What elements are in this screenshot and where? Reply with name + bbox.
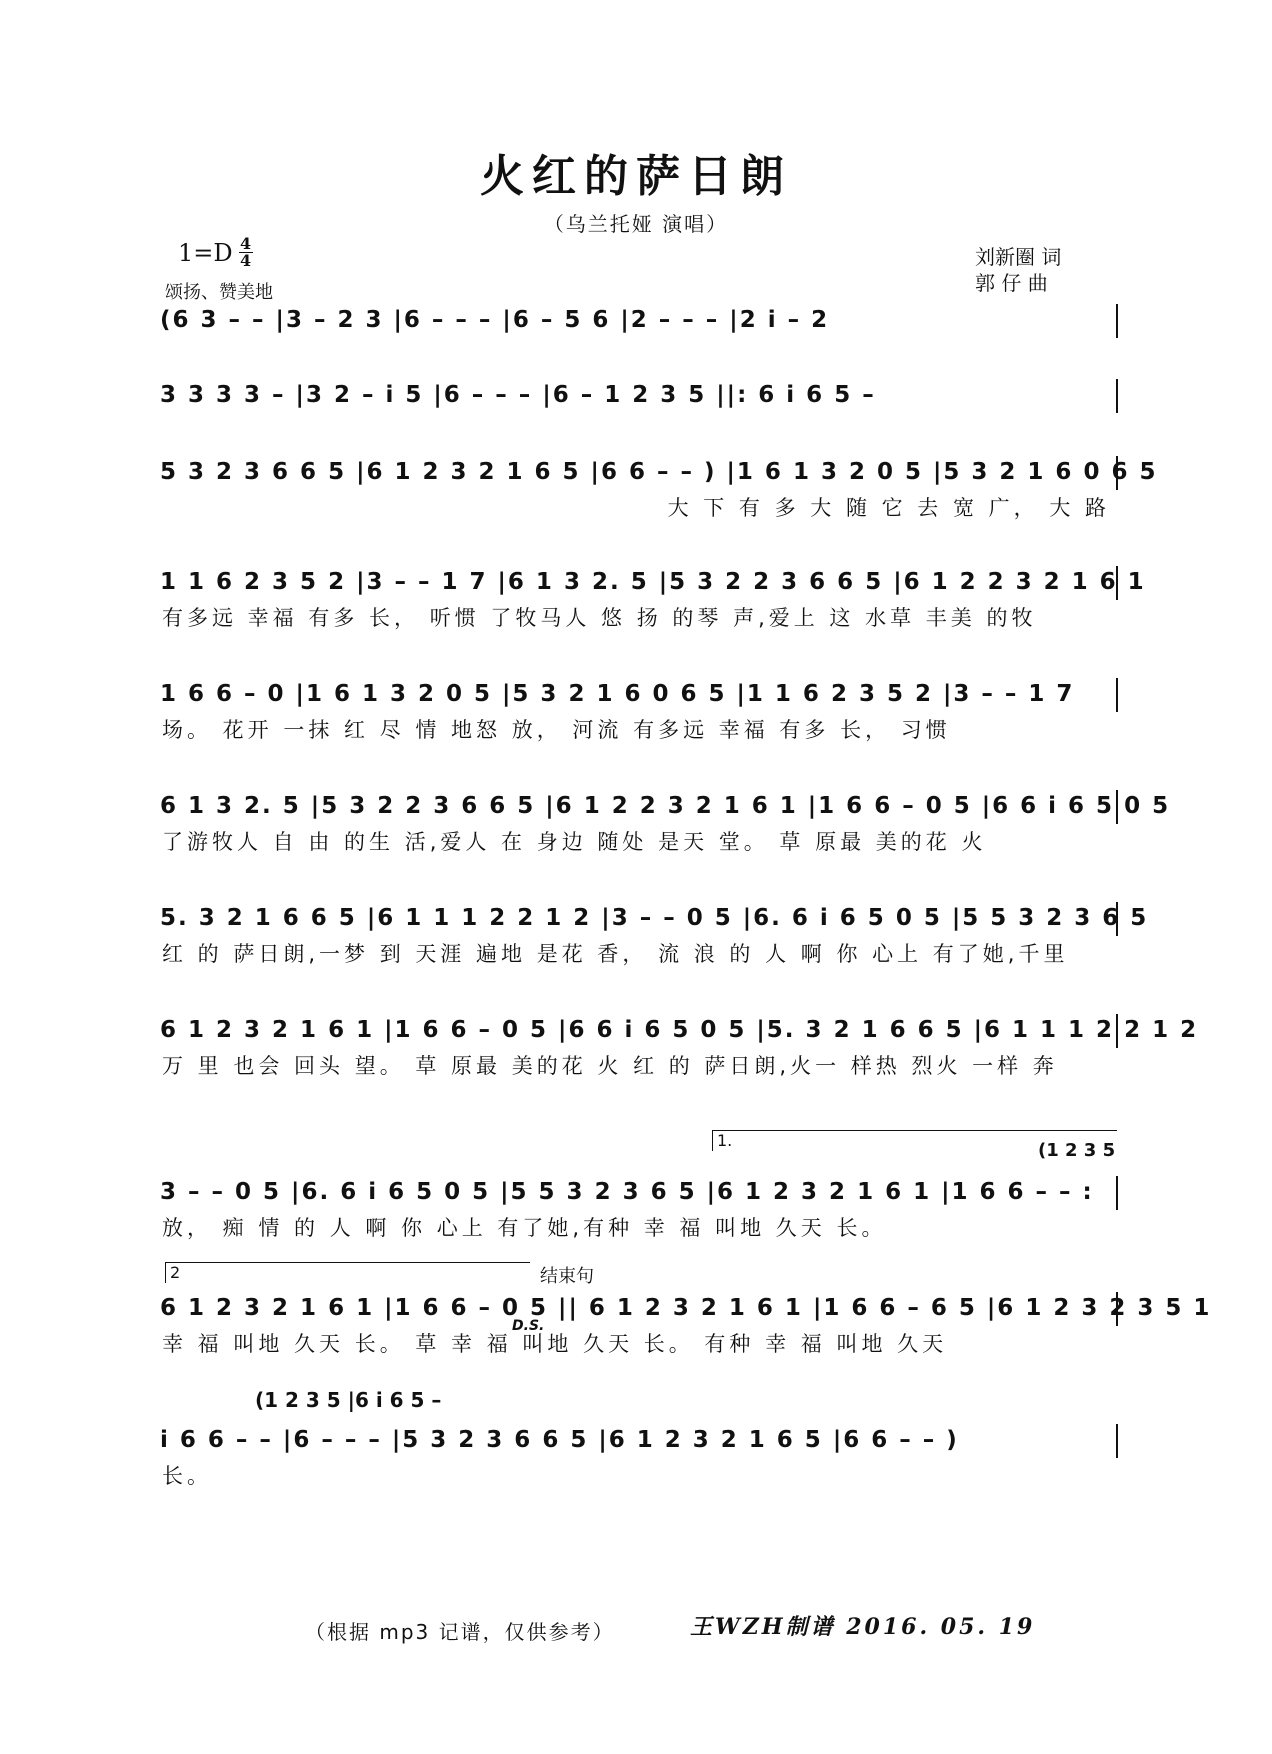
score-system-2 (160, 375, 1118, 445)
time-top: 4 (240, 234, 252, 253)
lyricist: 刘新圈 词 (975, 245, 1062, 269)
lyrics-line: 了游牧人 自 由 的生 活,爱人 在 身边 随处 是天 堂。 草 原最 美的花 火 (162, 830, 987, 854)
transcriber-signature: 王WZH制谱 2016. 05. 19 (690, 1614, 1036, 1640)
score-system-10 (160, 1288, 1212, 1358)
lyrics-line: 放， 痴 情 的 人 啊 你 心上 有了她,有种 幸 福 叫地 久天 长。 (162, 1216, 887, 1240)
key-signature (178, 236, 253, 269)
mood-marking: 颂扬、赞美地 (165, 282, 273, 303)
lyrics-line: 有多远 幸福 有多 长， 听惯 了牧马人 悠 扬 的琴 声,爱上 这 水草 丰美 的牧 (162, 606, 1037, 630)
performer-line: （乌兰托娅 演唱） (543, 212, 729, 236)
time-bottom: 4 (240, 251, 252, 270)
notes-line: 6 1 3 2. 5 |5 3 2 2 3 6 6 5 |6 1 2 2 3 2 1 6 1 |1 6 6 – 0 5 |6 6 i 6 5 0 5 (160, 786, 1118, 826)
first-ending-label: 1. (717, 1131, 733, 1150)
song-title: 火红的萨日朗 (480, 151, 792, 202)
score-system-6 (160, 786, 1171, 856)
score-system-4 (160, 562, 1146, 632)
second-ending-label: 2 (170, 1263, 181, 1282)
lyrics-line: 大 下 有 多 大 随 它 去 宽 广， 大 路 (667, 496, 1110, 520)
credits (975, 244, 1061, 296)
lyrics-line: 红 的 萨日朗,一梦 到 天涯 遍地 是花 香， 流 浪 的 人 啊 你 心上 有了她,千里 (162, 942, 1069, 966)
lyrics-line (160, 415, 1118, 445)
key-label: 1=D (178, 238, 233, 267)
second-ending-bracket (165, 1262, 530, 1283)
notes-line: 1 1 6 2 3 5 2 |3 – – 1 7 |6 1 3 2. 5 |5 3 2 2 3 6 6 5 |6 1 2 2 3 2 1 6 1 (160, 562, 1118, 602)
score-system-7 (160, 898, 1149, 968)
notes-line: 5 3 2 3 6 6 5 |6 1 2 3 2 1 6 5 |6 6 – – ) |1 6 1 3 2 0 5 |5 3 2 1 6 0 6 5 (160, 452, 1118, 492)
time-signature (239, 236, 253, 269)
notes-line: 3 – – 0 5 |6. 6 i 6 5 0 5 |5 5 3 2 3 6 5 |6 1 2 3 2 1 6 1 |1 6 6 – – : (160, 1172, 1118, 1212)
notes-line: 3 3 3 3 – |3 2 – i 5 |6 – – – |6 – 1 2 3 5 ||: 6 i 6 5 – (160, 375, 1118, 415)
lyrics-line: 长。 (162, 1464, 212, 1488)
transcription-note: （根据 mp3 记谱，仅供参考） (305, 1620, 615, 1644)
composer: 郭 仔 曲 (975, 271, 1048, 295)
score-system-5 (160, 674, 1118, 744)
notes-line: 1 6 6 – 0 |1 6 1 3 2 0 5 |5 3 2 1 6 0 6 5 |1 1 6 2 3 5 2 |3 – – 1 7 (160, 674, 1118, 714)
notes-line: 6 1 2 3 2 1 6 1 |1 6 6 – 0 5 |6 6 i 6 5 0 5 |5. 3 2 1 6 6 5 |6 1 1 1 2 2 1 2 (160, 1010, 1118, 1050)
lyrics-line (160, 340, 1118, 370)
score-system-1 (160, 300, 1118, 370)
score-system-8 (160, 1010, 1199, 1080)
lyrics-line: 场。 花开 一抹 红 尽 情 地怒 放， 河流 有多远 幸福 有多 长， 习惯 (162, 718, 951, 742)
notes-line: 6 1 2 3 2 1 6 1 |1 6 6 – 0 5 || 6 1 2 3 2 1 6 1 |1 6 6 – 6 5 |6 1 2 3 2 3 5 1 (160, 1288, 1118, 1328)
score-system-3 (160, 452, 1158, 522)
notes-line: 5. 3 2 1 6 6 5 |6 1 1 1 2 2 1 2 |3 – – 0 5 |6. 6 i 6 5 0 5 |5 5 3 2 3 6 5 (160, 898, 1118, 938)
notes-line: (6 3 – – |3 – 2 3 |6 – – – |6 – 5 6 |2 – – – |2 i – 2 (160, 300, 1118, 340)
dal-segno-mark: D.S. (512, 1318, 545, 1334)
coda-pickup: (1 2 3 5 |6 i 6 5 – (255, 1388, 442, 1412)
first-ending-pickup: (1 2 3 5 (1038, 1140, 1116, 1161)
lyrics-line: 幸 福 叫地 久天 长。 草 幸 福 叫地 久天 长。 有种 幸 福 叫地 久天 (162, 1332, 948, 1356)
score-system-11 (160, 1420, 1118, 1490)
ending-section-label: 结束句 (540, 1266, 594, 1287)
lyrics-line: 万 里 也会 回头 望。 草 原最 美的花 火 红 的 萨日朗,火一 样热 烈火 一样 奔 (162, 1054, 1058, 1078)
notes-line: i 6 6 – – |6 – – – |5 3 2 3 6 6 5 |6 1 2 3 2 1 6 5 |6 6 – – ) (160, 1420, 1118, 1460)
score-system-9 (160, 1172, 1118, 1242)
